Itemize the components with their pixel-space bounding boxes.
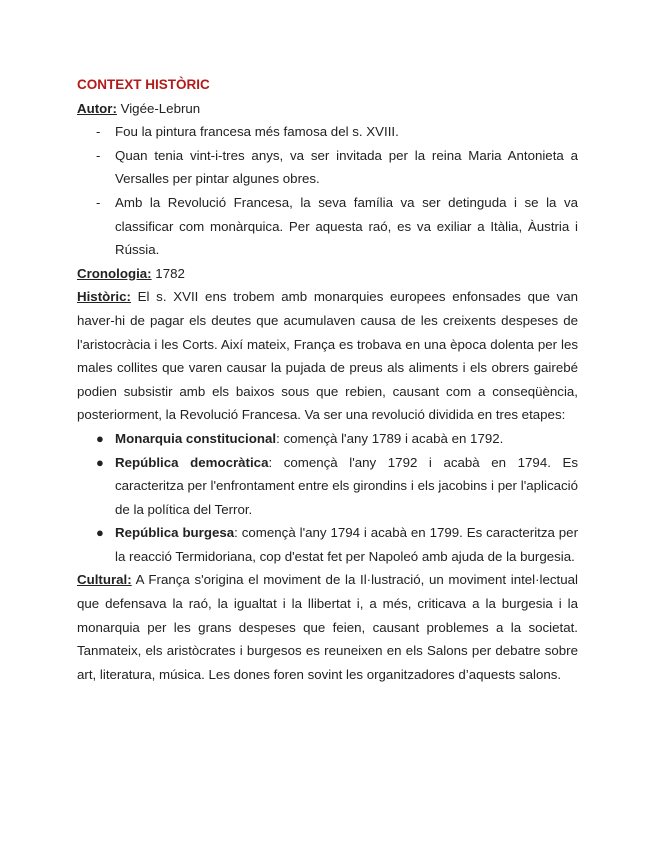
historic-paragraph <box>77 285 578 427</box>
stage-name: República burgesa <box>115 525 235 541</box>
section-title: CONTEXT HISTÒRIC <box>77 77 210 92</box>
stage-name: República democràtica <box>115 454 269 470</box>
cultural-paragraph <box>77 568 578 686</box>
dash-marker: - <box>96 194 101 210</box>
list-item <box>77 521 578 568</box>
chronology-value: 1782 <box>151 265 185 281</box>
list-item <box>77 120 578 144</box>
author-label: Autor: <box>77 100 117 116</box>
historic-label: Històric: <box>77 289 131 305</box>
bullet-marker: ● <box>96 454 104 470</box>
author-fact: Fou la pintura francesa més famosa del s. XVIII. <box>115 124 399 140</box>
dash-marker: - <box>96 147 101 163</box>
stage-description: : començà l'any 1794 i acabà en 1799. Es caracteritza per la reacció Termidoriana, cop d'estat fet per Napoleó amb ajuda de la burgesia. <box>115 525 578 564</box>
list-item <box>77 427 578 451</box>
stage-name: Monarquia constitucional <box>115 430 277 446</box>
list-item <box>77 191 578 262</box>
author-facts-list <box>77 120 578 262</box>
author-fact: Quan tenia vint-i-tres anys, va ser invitada per la reina Maria Antonieta a Versalles per pintar algunes obres. <box>115 147 578 187</box>
stages-list <box>77 427 578 569</box>
cultural-text: A França s'origina el moviment de la Il·lustració, un moviment intel·lectual que defensava la raó, la igualtat i la llibertat i, a més, criticava a la burgesia i la monarquia per les grans despeses que feien, causant problemes a la societat. Tanmateix, els aristòcrates i burgesos es reuneixen en els Salons per debatre sobre art, literatura, música. Les dones foren sovint les organitzadores d’aquests salons. <box>77 572 578 682</box>
bullet-marker: ● <box>96 525 104 541</box>
chronology-line <box>77 262 578 286</box>
document-body <box>77 73 578 686</box>
chronology-label: Cronologia: <box>77 265 152 281</box>
list-item <box>77 451 578 522</box>
bullet-marker: ● <box>96 430 104 446</box>
author-value: Vigée-Lebrun <box>116 100 201 116</box>
author-line <box>77 97 578 121</box>
stage-description: : començà l'any 1792 i acabà en 1794. Es caracteritza per l'enfrontament entre els girondins i els jacobins i per l'aplicació de la política del Terror. <box>115 454 579 517</box>
cultural-label: Cultural: <box>77 572 132 588</box>
historic-text: El s. XVII ens trobem amb monarquies europees enfonsades que van haver-hi de pagar els deutes que acumulaven causa de les creixents despeses de l'aristocràcia i les Corts. Així mateix, França es trobava en una època dolenta per les males collites que varen causar la pujada de preus als aliments i els obrers gairebé podien subsistir amb els baixos sous que rebien, causant com a conseqüència, posteriorment, la Revolució Francesa. Va ser una revolució dividida en tres etapes: <box>77 289 578 423</box>
author-fact: Amb la Revolució Francesa, la seva família va ser detinguda i se la va classificar com monàrquica. Per aquesta raó, es va exiliar a Itàlia, Àustria i Rússia. <box>115 194 578 258</box>
stage-description: : començà l'any 1789 i acabà en 1792. <box>276 430 504 446</box>
list-item <box>77 144 578 191</box>
dash-marker: - <box>96 124 101 140</box>
